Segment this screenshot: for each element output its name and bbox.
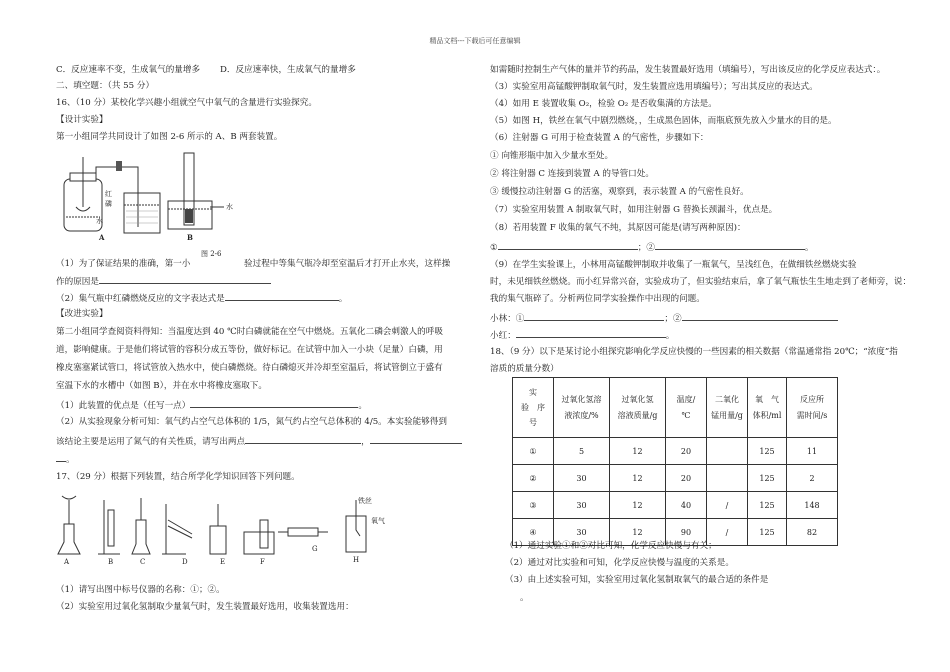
improve-text-2: 道，影响健康。于是他们将试管的容积分成五等份，做好标记。在试管中加入一小块（足量）白磷，用 — [56, 345, 443, 355]
cell: 12 — [610, 519, 666, 546]
app-label-d: D — [182, 558, 188, 566]
r-line-14: 我的集气瓶碎了。分析两位同学实验操作中出现的问题。 — [490, 294, 705, 304]
q18-3-end: 。 — [520, 593, 529, 603]
q16-2: （2）集气瓶中红磷燃烧反应的文字表达式是 。 — [56, 291, 347, 305]
answer-blank[interactable] — [655, 240, 805, 250]
cell: ② — [513, 465, 554, 492]
app-label-h: H — [353, 556, 360, 564]
app-label-a: A — [64, 558, 70, 566]
table-row — [513, 465, 838, 492]
cell: ④ — [513, 519, 554, 546]
r-line-8: ③ 缓慢拉动注射器 G 的活塞，观察到，表示装置 A 的气密性良好。 — [490, 187, 749, 197]
q-improve-2b: 该结论主要是运用了氮气的有关性质，请写出两点 ， — [56, 434, 462, 448]
cell: / — [707, 492, 748, 519]
r-line-1: 如需随时控制生产气体的量并节约药品，发生装置最好选用（填编号），写出该反应的化学反应表达式：。 — [490, 65, 886, 75]
header-cell: 过氧化氢 溶液质量/g — [610, 378, 666, 438]
clamp — [116, 161, 122, 171]
beaker — [124, 193, 160, 233]
answer-blank[interactable] — [498, 240, 638, 250]
cell: 125 — [748, 492, 787, 519]
r-line-10: （8）若用装置 F 收集的氧气不纯，其原因可能是(请写两种原因)： — [490, 223, 746, 233]
q16-1b: 验过程中等集气瓶冷却至室温后才打开止水夹，这样操 — [244, 259, 451, 269]
app-label-e: E — [220, 558, 226, 566]
cell: 12 — [610, 492, 666, 519]
cell — [707, 465, 748, 492]
design-heading: 【设计实验】 — [56, 115, 108, 125]
q18-1: （1）通过实验①和②对比可知，化学反应快慢与有关； — [505, 541, 717, 551]
figure-caption: 图 2-6 — [201, 250, 222, 258]
q16-title: 16、（10 分）某校化学兴趣小组就空气中氧气的含量进行实验探究。 — [56, 98, 317, 108]
answer-blank[interactable] — [682, 311, 838, 321]
label-yangqi: 氧气 — [371, 517, 385, 525]
cell: 30 — [554, 492, 610, 519]
cell: 125 — [748, 519, 787, 546]
bottle-e — [210, 526, 226, 554]
cell: 125 — [748, 438, 787, 465]
app-label-f: F — [260, 558, 265, 566]
q-improve-1: （1）此装置的优点是（任写一点） 。 — [56, 398, 367, 412]
label-b: B — [187, 233, 193, 242]
q18-title-2: 溶质的质量分数） — [490, 364, 559, 374]
answer-blank[interactable] — [245, 434, 361, 444]
cell: 12 — [610, 438, 666, 465]
r-line-2: （3）实验室用高锰酸钾制取氧气时，发生装置应选用填编号）；写出其反应的表达式。 — [490, 82, 818, 92]
label-water-a: 水 — [96, 217, 103, 225]
flask-a — [58, 524, 80, 554]
cell: 5 — [554, 438, 610, 465]
cell: 2 — [787, 465, 838, 492]
q18-3: （3）由上述实验可知，实验室用过氧化氢制取氧气的最合适的条件是 — [505, 575, 769, 585]
cell: 125 — [748, 465, 787, 492]
r-line-16: 小红： 。 — [490, 328, 674, 342]
answer-blank[interactable] — [370, 434, 462, 444]
header-cell: 实 验 序 号 — [513, 378, 554, 438]
q-improve-2c: 。 — [56, 452, 75, 466]
answer-blank[interactable] — [225, 291, 339, 301]
cell: 30 — [554, 519, 610, 546]
label-hong: 红 — [105, 190, 112, 198]
app-label-c: C — [140, 558, 146, 566]
cell: 40 — [666, 492, 707, 519]
q17-2: （2）实验室用过氧化氢制取少量氧气时，发生装置最好选用，收集装置选用： — [56, 602, 354, 612]
q16-1c: 作的原因是 — [56, 274, 271, 288]
figure-2-6 — [56, 147, 246, 247]
trough-f — [244, 532, 274, 554]
improve-text-1: 第二小组同学查阅资料得知：当温度达到 40 ℃时白磷就能在空气中燃烧。五氧化二磷会刺激人的呼吸 — [56, 327, 443, 337]
cell: 90 — [666, 519, 707, 546]
table-row — [513, 492, 838, 519]
header-cell: 反应所 需时间/s — [787, 378, 838, 438]
q17-1: （1）请写出图中标号仪器的名称：①；②。 — [56, 585, 225, 595]
answer-blank[interactable] — [99, 274, 271, 284]
cell: ① — [513, 438, 554, 465]
page-header: 精品文档---下载后可任意编辑 — [429, 37, 521, 45]
r-line-3: （4）如用 E 装置收集 O₂，检验 O₂ 是否收集满的方法是。 — [490, 99, 717, 109]
r-line-5: （6）注射器 G 可用于检查装置 A 的气密性，步骤如下： — [490, 133, 709, 143]
q17-title: 17、（29 分）根据下列装置，结合所学化学知识回答下列问题。 — [56, 472, 300, 482]
header-cell: 氧 气 体积/ml — [748, 378, 787, 438]
option-d: D．反应速率快，生成氧气的量增多 — [220, 65, 356, 75]
label-a: A — [99, 233, 105, 242]
design-text: 第一小组同学共同设计了如图 2-6 所示的 A、B 两套装置。 — [56, 132, 283, 142]
q16-1a: （1）为了保证结果的准确，第一小 — [56, 259, 191, 269]
tube-b — [108, 510, 114, 546]
q18-2: （2）通过对比实验和可知，化学反应快慢与温度的关系是。 — [505, 558, 734, 568]
header-cell: 二氧化 锰用量/g — [707, 378, 748, 438]
flask-c — [132, 520, 150, 554]
app-label-b: B — [108, 558, 114, 566]
r-line-11: ① ；② 。 — [490, 240, 814, 254]
answer-blank[interactable] — [516, 328, 666, 338]
apparatus-figure — [56, 490, 386, 560]
table-row — [513, 438, 838, 465]
cell: ③ — [513, 492, 554, 519]
water-lines — [126, 211, 158, 223]
q18-title: 18、（9 分）以下是某讨论小组探究影响化学反应快慢的一些因素的相关数据（常温通常指 20℃；“浓度”指 — [490, 347, 898, 357]
section-title: 二、填空题：（共 55 分） — [56, 81, 155, 91]
cell — [707, 438, 748, 465]
cell: 82 — [787, 519, 838, 546]
improve-text-4: 室温下水的水槽中（如图 B），并在水中将橡皮塞取下。 — [56, 381, 267, 391]
syringe-g — [288, 528, 318, 536]
r-line-12: （9）在学生实验课上，小林用高锰酸钾制取并收集了一瓶氧气，呈浅红色，在做细铁丝燃烧实验 — [490, 260, 857, 270]
experiment-table — [512, 377, 838, 546]
r-line-7: ② 将注射器 C 连接到装置 A 的导管口处。 — [490, 169, 654, 179]
improve-heading: 【改进实验】 — [56, 309, 108, 319]
r-line-6: ① 向锥形瓶中加入少量水至处。 — [490, 151, 614, 161]
cell: 11 — [787, 438, 838, 465]
answer-blank[interactable] — [524, 311, 664, 321]
label-lin: 磷 — [105, 200, 112, 208]
cell: 30 — [554, 465, 610, 492]
header-cell: 温度/ ℃ — [666, 378, 707, 438]
cell: 12 — [610, 465, 666, 492]
answer-blank[interactable] — [190, 398, 358, 408]
header-cell: 过氧化氢溶 液浓度/% — [554, 378, 610, 438]
r-line-15: 小林：① ；② — [490, 311, 838, 325]
table-header-row — [513, 378, 838, 438]
app-label-g: G — [312, 545, 318, 553]
cell: 20 — [666, 465, 707, 492]
r-line-4: （5）如图 H，铁丝在氧气中剧烈燃烧，，生成黑色固体，而瓶底预先放入少量水的目的是。 — [490, 116, 837, 126]
q-improve-2: （2）从实验现象分析可知：氧气约占空气总体积的 1/5，氮气约占空气总体积的 4/5。本实验能够得到 — [56, 417, 447, 427]
label-tiesi: 铁丝 — [358, 497, 372, 505]
r-line-9: （7）实验室用装置 A 制取氧气时，如用注射器 G 替换长颈漏斗，优点是。 — [490, 205, 778, 215]
cell: / — [707, 519, 748, 546]
cell: 148 — [787, 492, 838, 519]
label-water-b: 水 — [226, 203, 233, 211]
cell: 20 — [666, 438, 707, 465]
improve-text-3: 橡皮塞塞紧试管口，将试管放入热水中，使白磷燃烧。待白磷熄灭并冷却至室温后，将试管倒立于盛有 — [56, 363, 443, 373]
r-line-13: 时，未见细铁丝燃烧。而小红异常兴奋，实验成功了，但实验结束后，拿了氧气瓶怯生生地走到了老师旁，说： — [490, 277, 912, 287]
option-c: C．反应速率不变，生成氧气的量增多 — [56, 65, 201, 75]
